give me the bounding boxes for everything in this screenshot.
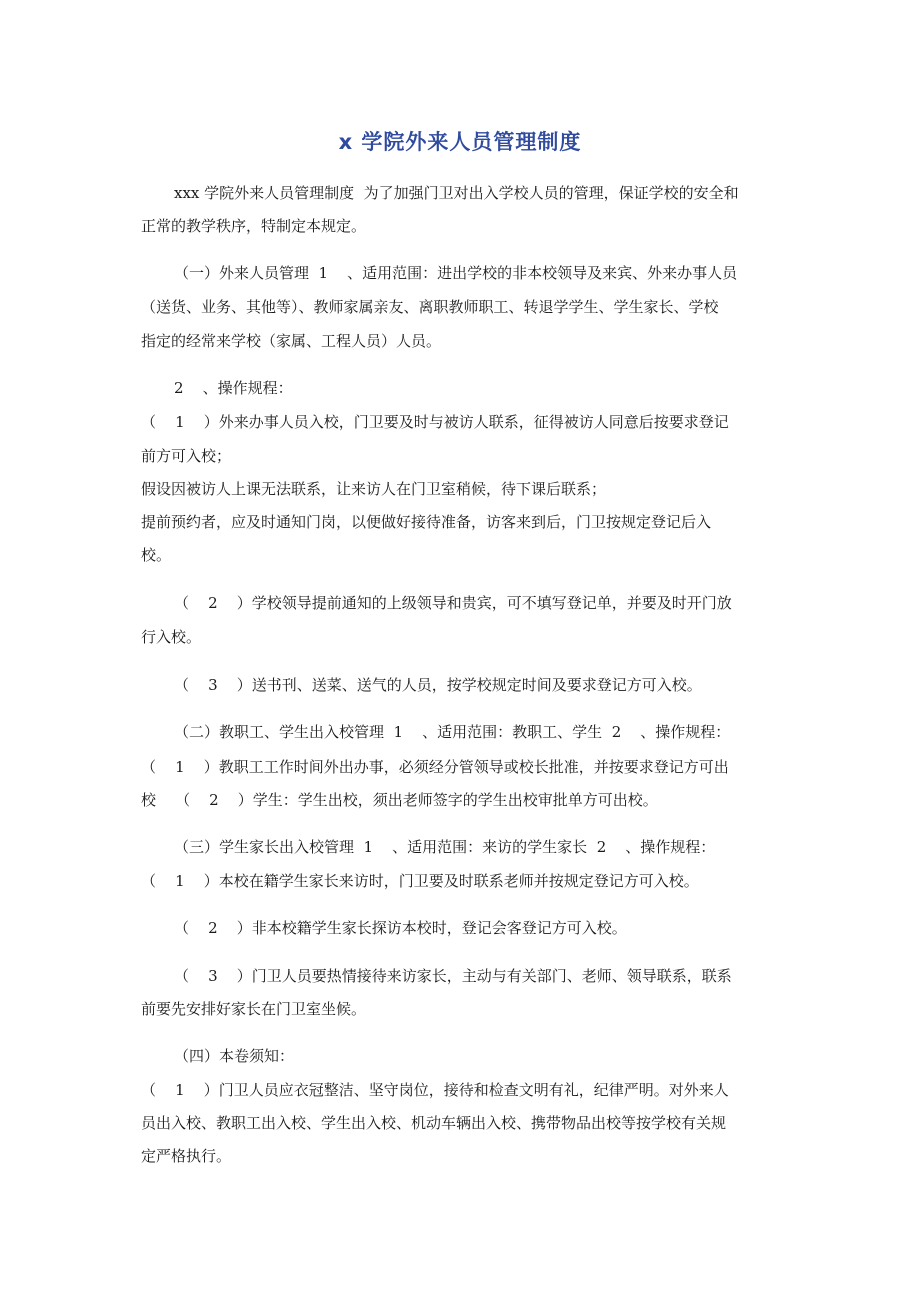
paragraph-line: （送货、业务、其他等）、教师家属亲友、离职教师职工、转退学学生、学生家长、学校 [141, 298, 719, 316]
paragraph-line: （ 1 ）外来办事人员入校，门卫要及时与被访人联系，征得被访人同意后按要求登记 [141, 413, 729, 431]
paragraph-line: 校 （ 2 ）学生：学生出校，须出老师签字的学生出校审批单方可出校。 [141, 791, 658, 809]
paragraph-line: （ 3 ）门卫人员要热情接待来访家长，主动与有关部门、老师、领导联系，联系 [174, 967, 732, 985]
paragraph-line: （ 2 ）非本校籍学生家长探访本校时，登记会客登记方可入校。 [174, 919, 627, 937]
document-title: x 学院外来人员管理制度 [338, 130, 582, 154]
paragraph-line: （三）学生家长出入校管理 1 、适用范围：来访的学生家长 2 、操作规程： [174, 838, 716, 856]
paragraph-line: 提前预约者，应及时通知门岗，以便做好接待准备，访客来到后，门卫按规定登记后入 [141, 513, 712, 531]
paragraph-line: （ 1 ）本校在籍学生家长来访时，门卫要及时联系老师并按规定登记方可入校。 [141, 872, 699, 890]
paragraph-line: （四）本卷须知： [174, 1047, 295, 1065]
paragraph-line: 假设因被访人上课无法联系，让来访人在门卫室稍候，待下课后联系； [141, 480, 607, 498]
paragraph-line: xxx 学院外来人员管理制度 为了加强门卫对出入学校人员的管理，保证学校的安全和 [174, 184, 739, 202]
paragraph-line: （二）教职工、学生出入校管理 1 、适用范围：教职工、学生 2 、操作规程： [174, 723, 731, 741]
paragraph-line: （ 2 ）学校领导提前通知的上级领导和贵宾，可不填写登记单，并要及时开门放 [174, 594, 732, 612]
paragraph-line: 前方可入校； [141, 447, 232, 465]
paragraph-line: 2 、操作规程： [174, 379, 293, 397]
paragraph-line: 员出入校、教职工出入校、学生出入校、机动车辆出入校、携带物品出校等按学校有关规 [141, 1114, 727, 1132]
paragraph-line: 前要先安排好家长在门卫室坐候。 [141, 1000, 367, 1018]
paragraph-line: 指定的经常来学校（家属、工程人员）人员。 [141, 332, 442, 350]
paragraph-line: 正常的教学秩序，特制定本规定。 [141, 217, 367, 235]
paragraph-line: （ 1 ）门卫人员应衣冠整洁、坚守岗位，接待和检查文明有礼，纪律严明。对外来人 [141, 1081, 729, 1099]
paragraph-line: 行入校。 [141, 628, 202, 646]
paragraph-line: （一）外来人员管理 1 、适用范围：进出学校的非本校领导及来宾、外来办事人员 [174, 264, 738, 282]
paragraph-line: （ 3 ）送书刊、送菜、送气的人员，按学校规定时间及要求登记方可入校。 [174, 676, 702, 694]
paragraph-line: 校。 [141, 546, 172, 564]
paragraph-line: 定严格执行。 [141, 1147, 232, 1165]
paragraph-line: （ 1 ）教职工工作时间外出办事，必须经分管领导或校长批准，并按要求登记方可出 [141, 758, 729, 776]
